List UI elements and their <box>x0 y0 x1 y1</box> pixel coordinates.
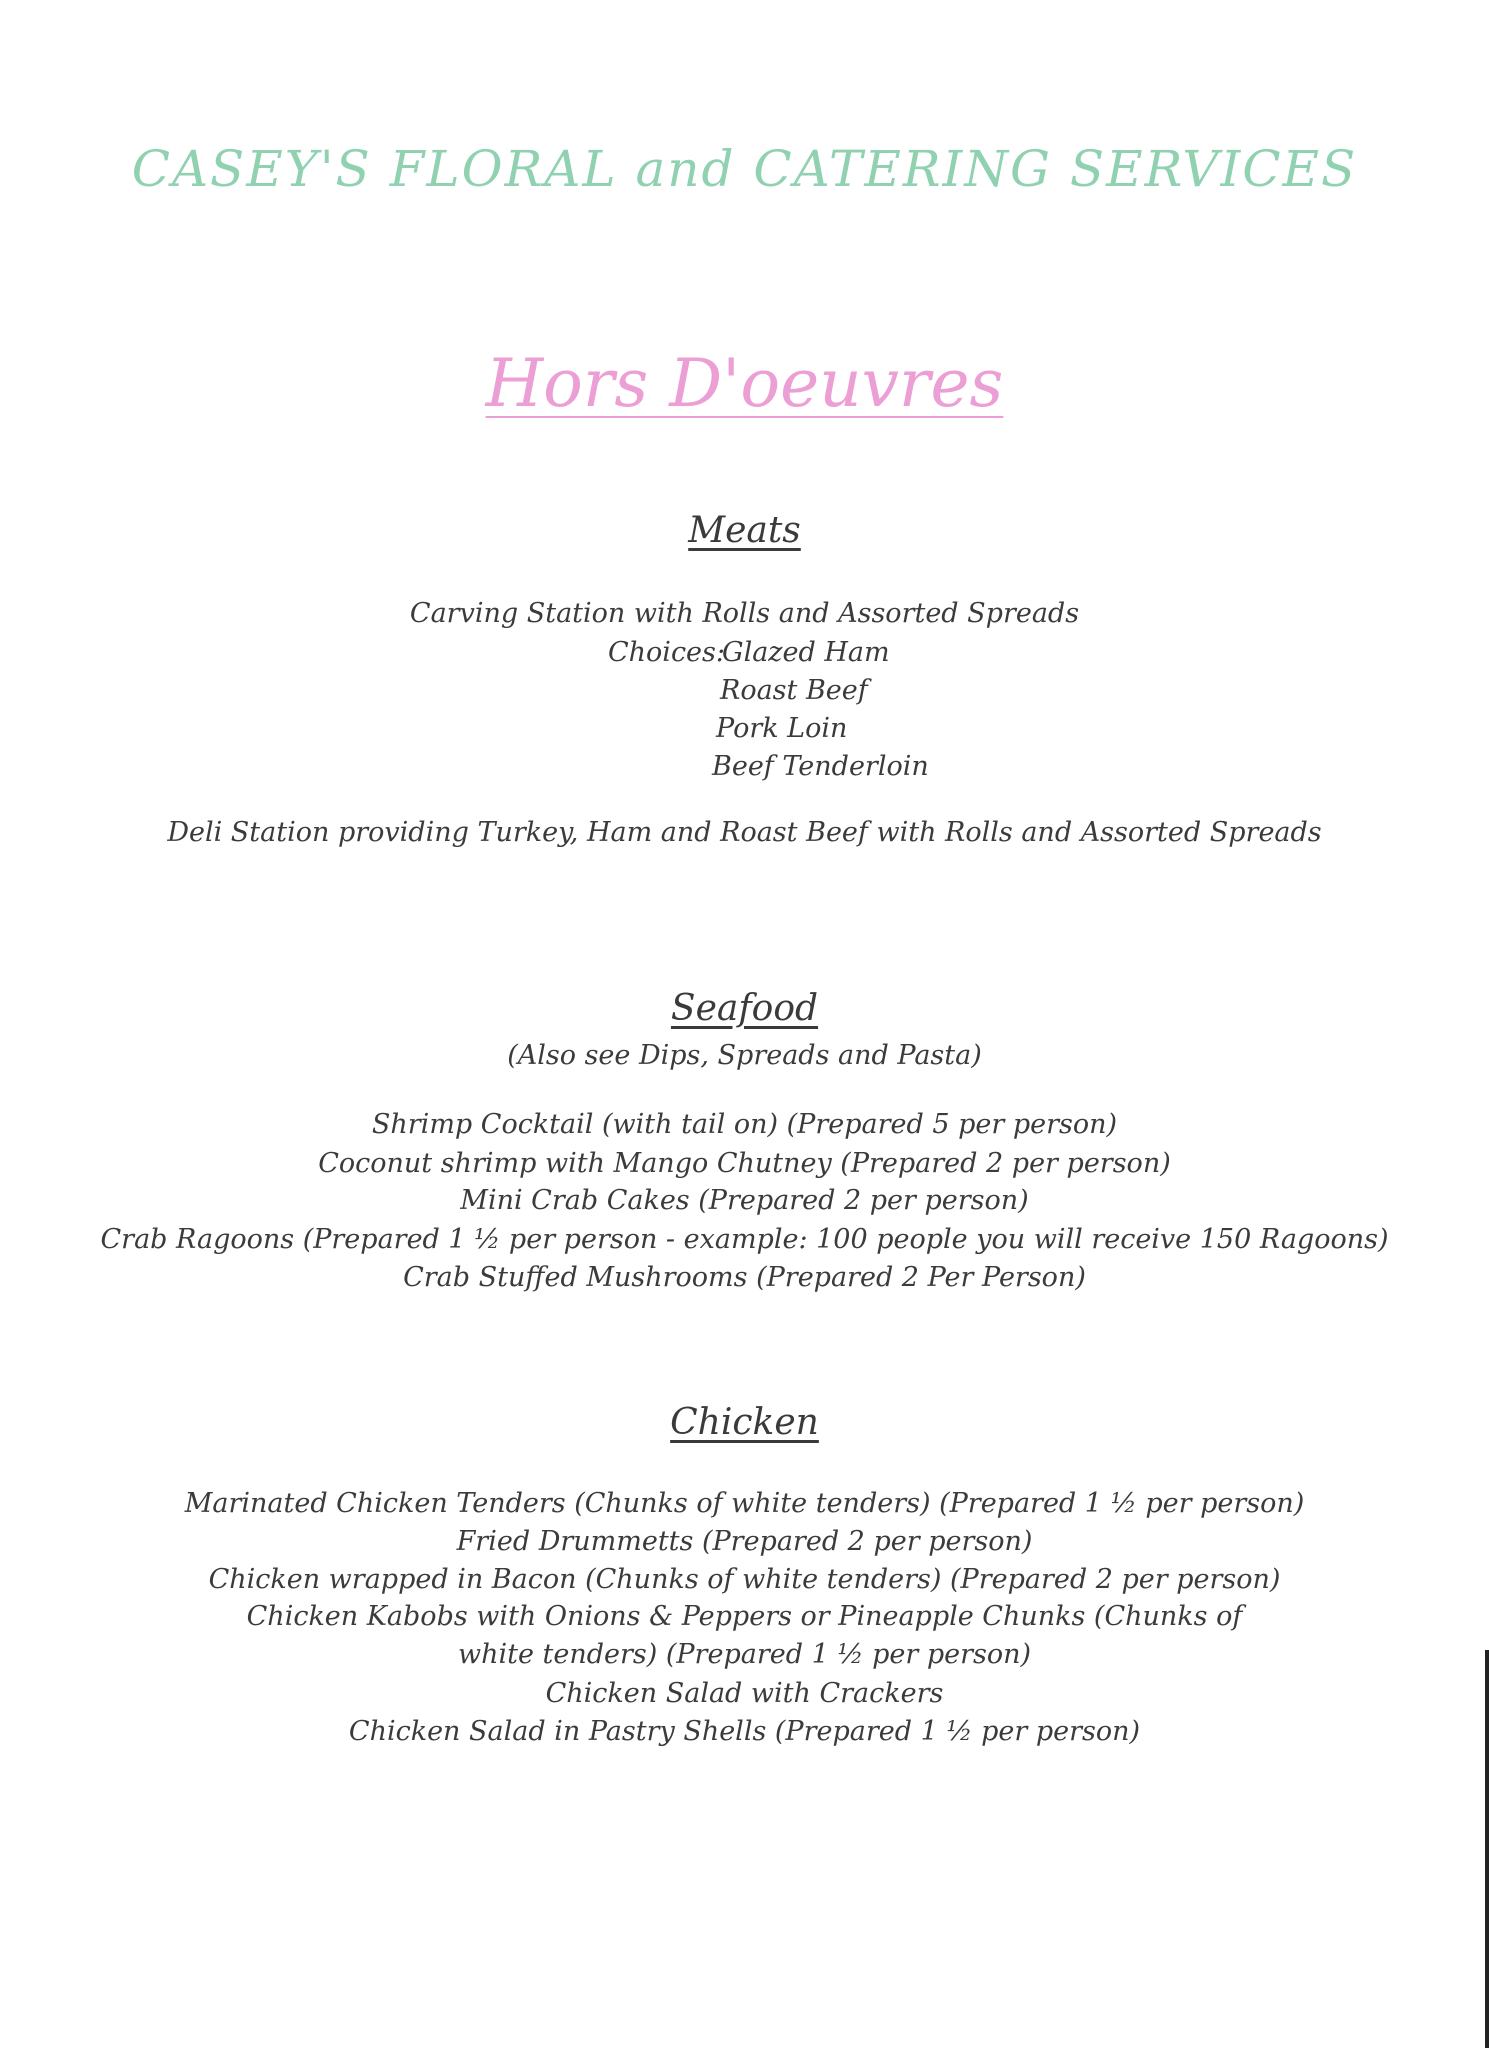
seafood-heading: Seafood <box>670 988 819 1029</box>
seafood-note: (Also see Dips, Spreads and Pasta) <box>507 1040 982 1071</box>
page-title: Hors D'oeuvres <box>485 345 1004 422</box>
scan-edge-mark <box>1485 1650 1489 2048</box>
choice-beef-tenderloin: Beef Tenderloin <box>712 751 929 782</box>
company-name: CASEY'S FLORAL and CATERING SERVICES <box>131 140 1358 198</box>
chicken-item: Chicken Kabobs with Onions & Peppers or Pineapple Chunks (Chunks of <box>246 1601 1243 1632</box>
seafood-item: Crab Ragoons (Prepared 1 ½ per person - example: 100 people you will receive 150 Ragoons) <box>100 1224 1389 1255</box>
deli-station: Deli Station providing Turkey, Ham and Roast Beef with Rolls and Assorted Spreads <box>167 817 1322 848</box>
seafood-item: Shrimp Cocktail (with tail on) (Prepared 5 per person) <box>371 1109 1118 1140</box>
choice-pork-loin: Pork Loin <box>716 713 848 744</box>
chicken-item: Chicken wrapped in Bacon (Chunks of white tenders) (Prepared 2 per person) <box>208 1564 1281 1595</box>
carving-station: Carving Station with Rolls and Assorted Spreads <box>409 598 1080 629</box>
seafood-item: Crab Stuffed Mushrooms (Prepared 2 Per Person) <box>403 1262 1086 1293</box>
chicken-item: Marinated Chicken Tenders (Chunks of white tenders) (Prepared 1 ½ per person) <box>184 1488 1305 1519</box>
seafood-item: Coconut shrimp with Mango Chutney (Prepared 2 per person) <box>318 1148 1171 1179</box>
choices-label: Choices: <box>608 637 725 668</box>
seafood-item: Mini Crab Cakes (Prepared 2 per person) <box>460 1185 1029 1216</box>
meats-heading: Meats <box>688 510 801 551</box>
chicken-heading: Chicken <box>670 1402 819 1443</box>
chicken-item: Chicken Salad in Pastry Shells (Prepared 1 ½ per person) <box>348 1716 1141 1747</box>
chicken-item: white tenders) (Prepared 1 ½ per person) <box>457 1639 1032 1670</box>
choice-roast-beef: Roast Beef <box>720 675 868 706</box>
choice-glazed-ham: Glazed Ham <box>722 637 890 668</box>
chicken-item: Fried Drummetts (Prepared 2 per person) <box>456 1526 1033 1557</box>
chicken-item: Chicken Salad with Crackers <box>545 1678 944 1709</box>
